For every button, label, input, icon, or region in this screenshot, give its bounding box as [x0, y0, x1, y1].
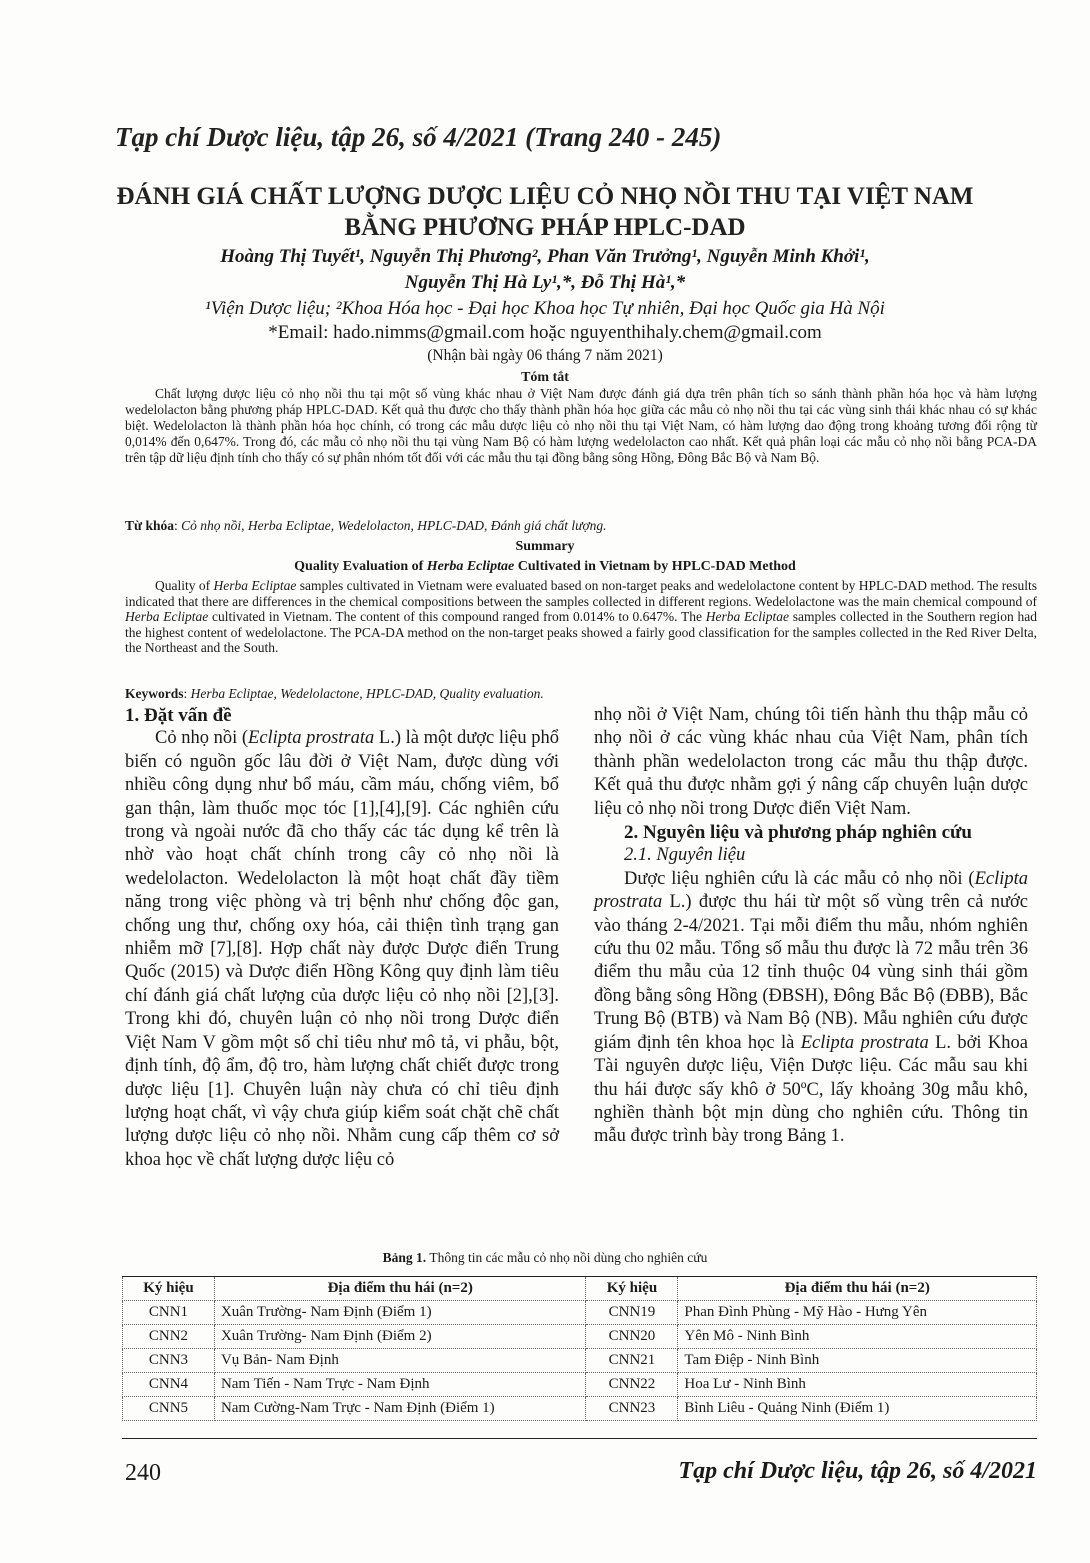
section-1-continuation: nhọ nồi ở Việt Nam, chúng tôi tiến hành thu thập mẫu cỏ nhọ nồi ở các vùng khác nhau của Việt Nam, phân tích thành phần wedelolacton trong các mẫu thu thập được. Kết quả thu được nhằm gợi ý nâng cấp chuyên luận dược liệu cỏ nhọ nồi trong Dược điển Việt Nam.	[594, 705, 1028, 819]
text-fragment: L. bởi Khoa Tài nguyên dược liệu, Viện Dược liệu. Các mẫu sau khi thu hái được sấy khô ở 50ºC, lấy khoảng 30g mẫu khô, nghiền thành bột mịn dùng cho nghiên cứu. Thông tin mẫu được trình bày trong Bảng 1.	[594, 1032, 1028, 1147]
table-row	[123, 1373, 1037, 1397]
sample-location: Nam Cường-Nam Trực - Nam Định (Điểm 1)	[214, 1397, 586, 1421]
text-fragment: L.) được thu hái từ một số vùng trên cả nước vào tháng 2-4/2021. Tại mỗi điểm thu mẫu, nhóm nghiên cứu thu 02 mẫu. Tổng số mẫu thu được là 72 mẫu trên 36 điểm thu mẫu của 12 tỉnh thuộc 04 vùng sinh thái gồm đồng bằng sông Hồng (ĐBSH), Đông Bắc Bộ (ĐBB), Bắc Trung Bộ (BTB) và Nam Bộ (NB). Mẫu nghiên cứu được giám định tên khoa học là	[594, 892, 1028, 1053]
summary-species: Herba Ecliptae	[125, 609, 209, 625]
sample-location: Yên Mô - Ninh Bình	[678, 1325, 1037, 1349]
table-row	[123, 1349, 1037, 1373]
sample-location: Phan Đình Phùng - Mỹ Hào - Hưng Yên	[678, 1301, 1037, 1325]
sample-location: Bình Liêu - Quảng Ninh (Điểm 1)	[678, 1397, 1037, 1421]
sample-location: Xuân Trường- Nam Định (Điểm 1)	[214, 1301, 586, 1325]
footer-journal: Tạp chí Dược liệu, tập 26, số 4/2021	[678, 1458, 1037, 1484]
sample-code: CNN4	[123, 1373, 215, 1397]
english-title	[90, 559, 1000, 575]
sample-code: CNN3	[123, 1349, 215, 1373]
affiliations: ¹Viện Dược liệu; ²Khoa Hóa học - Đại học Khoa học Tự nhiên, Đại học Quốc gia Hà Nội	[205, 298, 885, 319]
table-caption-text: Thông tin các mẫu cỏ nhọ nồi dùng cho nghiên cứu	[426, 1250, 708, 1265]
section-2-heading: 2. Nguyên liệu và phương pháp nghiên cứu	[624, 822, 972, 844]
article-title-line-1: ĐÁNH GIÁ CHẤT LƯỢNG DƯỢC LIỆU CỎ NHỌ NỒI THU TẠI VIỆT NAM	[116, 183, 974, 210]
sample-code: CNN5	[123, 1397, 215, 1421]
keywords-label: Từ khóa	[125, 518, 174, 533]
keywords-en-label: Keywords	[125, 686, 184, 701]
sample-location: Vụ Bản- Nam Định	[214, 1349, 586, 1373]
right-column	[594, 704, 1028, 1149]
text-fragment: Cỏ nhọ nồi (	[155, 728, 249, 749]
table-header-cell: Ký hiệu	[123, 1277, 215, 1301]
summary-text	[125, 578, 1037, 656]
summary-species: Herba Ecliptae	[705, 609, 789, 625]
sample-code: CNN21	[586, 1349, 678, 1373]
section-2-1-paragraph	[594, 868, 1028, 1149]
summary-fragment: cultivated in Vietnam. The content of this compound ranged from 0.014% to 0.647%. The	[208, 609, 706, 625]
table-row	[123, 1301, 1037, 1325]
keywords-en: Keywords: Herba Ecliptae, Wedelolactone, HPLC-DAD, Quality evaluation.	[125, 686, 544, 701]
table-row	[123, 1397, 1037, 1421]
journal-header: Tạp chí Dược liệu, tập 26, số 4/2021 (Trang 240 - 245)	[115, 122, 722, 152]
sample-location: Hoa Lư - Ninh Bình	[678, 1373, 1037, 1397]
contact-email: *Email: hado.nimms@gmail.com hoặc nguyenthihaly.chem@gmail.com	[268, 322, 822, 343]
species-name: Eclipta prostrata	[800, 1032, 929, 1053]
page-number: 240	[125, 1460, 161, 1486]
sample-code: CNN19	[586, 1301, 678, 1325]
text-fragment: L.) là một dược liệu phổ biến có nguồn gốc lâu đời ở Việt Nam, được dùng với nhiều công dụng như bổ máu, cầm máu, chống viêm, bổ gan thận, làm thuốc mọc tóc [1],[4],[9]. Các nghiên cứu trong và ngoài nước đã cho thấy các tác dụng kể trên là nhờ vào hoạt chất chính trong cây cỏ nhọ nồi là wedelolacton. Wedelolacton là một hoạt chất đầy tiềm năng trong việc phòng và trị bệnh như chống độc gan, chống ung thư, chống oxy hóa, cải thiện tình trạng gan nhiễm mỡ [7],[8]. Hợp chất này được Dược điển Trung Quốc (2015) và Dược điển Hồng Kông quy định làm tiêu chí đánh giá chất lượng của dược liệu cỏ nhọ nồi [2],[3]. Trong khi đó, chuyên luận cỏ nhọ nồi trong Dược điển Việt Nam V gồm một số chỉ tiêu như mô tả, vi phẫu, bột, định tính, độ ẩm, độ tro, hàm lượng chất chiết được trong dược liệu [1]. Chuyên luận này chưa có chỉ tiêu định lượng hoạt chất, vì vậy chưa giúp kiểm soát chặt chẽ chất lượng dược liệu cỏ nhọ nồi. Nhằm cung cấp thêm cơ sở khoa học về chất lượng dược liệu cỏ	[125, 728, 559, 1170]
sample-code: CNN2	[123, 1325, 215, 1349]
sample-code: CNN22	[586, 1373, 678, 1397]
sample-code: CNN1	[123, 1301, 215, 1325]
english-title-part: Quality Evaluation of	[294, 559, 427, 574]
left-column	[125, 704, 559, 1172]
authors-line-1: Hoàng Thị Tuyết¹, Nguyễn Thị Phương², Phan Văn Trưởng¹, Nguyễn Minh Khởi¹,	[220, 246, 870, 267]
english-title-species: Herba Ecliptae	[426, 559, 515, 574]
species-name: Eclipta prostrata	[594, 868, 1028, 913]
sample-code: CNN20	[586, 1325, 678, 1349]
sample-location: Xuân Trường- Nam Định (Điểm 2)	[214, 1325, 586, 1349]
abstract-text: Chất lượng dược liệu cỏ nhọ nồi thu tại một số vùng khác nhau ở Việt Nam được đánh giá dựa trên phân tích so sánh thành phần hóa học và hàm lượng wedelolacton bằng phương pháp HPLC-DAD. Kết quả thu được cho thấy thành phần hóa học giữa các mẫu cỏ nhọ nồi thu tại các vùng sinh thái khác nhau có sự khác biệt. Wedelolacton là thành phần hóa học chính, có trong các mẫu dược liệu cỏ nhọ nồi thu tại Việt Nam, có hàm lượng dao động trong khoảng tương đối rộng từ 0,014% đến 0,647%. Trong đó, các mẫu cỏ nhọ nồi thu tại vùng Nam Bộ có hàm lượng wedelolacton cao nhất. Kết quả phân loại các mẫu cỏ nhọ nồi bằng PCA-DA trên tập dữ liệu định tính cho thấy có sự phân nhóm tốt đối với các mẫu thu tại đồng bằng sông Hồng, Đông Bắc Bộ và Nam Bộ.	[125, 386, 1037, 465]
footer-divider	[122, 1438, 1037, 1439]
section-2-1-heading: 2.1. Nguyên liệu	[624, 845, 746, 866]
section-1-heading: 1. Đặt vấn đề	[125, 705, 232, 726]
keywords-en-text: Herba Ecliptae, Wedelolactone, HPLC-DAD, Quality evaluation.	[190, 686, 544, 701]
table-header-cell: Địa điểm thu hái (n=2)	[214, 1277, 586, 1301]
sample-location: Nam Tiến - Nam Trực - Nam Định	[214, 1373, 586, 1397]
english-title-part: Cultivated in Vietnam by HPLC-DAD Method	[514, 559, 796, 574]
summary-fragment: samples cultivated in Vietnam were evaluated based on non-target peaks and wedelolactone content by HPLC-DAD method. The results indicated that there are differences in the chemical compositions between the samples collected in different regions. Wedelolactone was the main chemical compound of	[125, 578, 1038, 609]
authors	[90, 244, 1000, 296]
received-date: (Nhận bài ngày 06 tháng 7 năm 2021)	[427, 347, 663, 364]
summary-heading: Summary	[515, 539, 575, 554]
keywords-vi: Từ khóa: Cỏ nhọ nồi, Herba Ecliptae, Wedelolacton, HPLC-DAD, Đánh giá chất lượng.	[125, 518, 607, 533]
sample-location: Tam Điệp - Ninh Bình	[678, 1349, 1037, 1373]
table-caption	[90, 1250, 1000, 1266]
authors-line-2: Nguyễn Thị Hà Ly¹,*, Đỗ Thị Hà¹,*	[404, 272, 686, 293]
keywords-text: Cỏ nhọ nồi, Herba Ecliptae, Wedelolacton, HPLC-DAD, Đánh giá chất lượng.	[181, 518, 607, 533]
species-name: Eclipta prostrata	[248, 728, 375, 749]
samples-table	[122, 1276, 1037, 1421]
table-caption-label: Bảng 1.	[382, 1250, 427, 1265]
section-1-paragraph	[125, 727, 559, 1172]
table-header-row	[123, 1277, 1037, 1301]
summary-fragment: samples collected in the Southern region had the highest content of wedelolactone. The PCA-DA method on the non-target peaks showed a fairly good classification for the samples collected in the Red River Delta, the Northeast and the South.	[125, 609, 1038, 656]
abstract-heading: Tóm tắt	[521, 370, 569, 385]
article-title-line-2: BẰNG PHƯƠNG PHÁP HPLC-DAD	[344, 214, 746, 241]
text-fragment: Dược liệu nghiên cứu là các mẫu cỏ nhọ nồi (	[624, 868, 975, 889]
article-title	[90, 181, 1000, 243]
table-header-cell: Địa điểm thu hái (n=2)	[678, 1277, 1037, 1301]
table-header-cell: Ký hiệu	[586, 1277, 678, 1301]
sample-code: CNN23	[586, 1397, 678, 1421]
summary-fragment: Quality of	[155, 578, 214, 593]
summary-species: Herba Ecliptae	[213, 578, 297, 593]
table-row	[123, 1325, 1037, 1349]
